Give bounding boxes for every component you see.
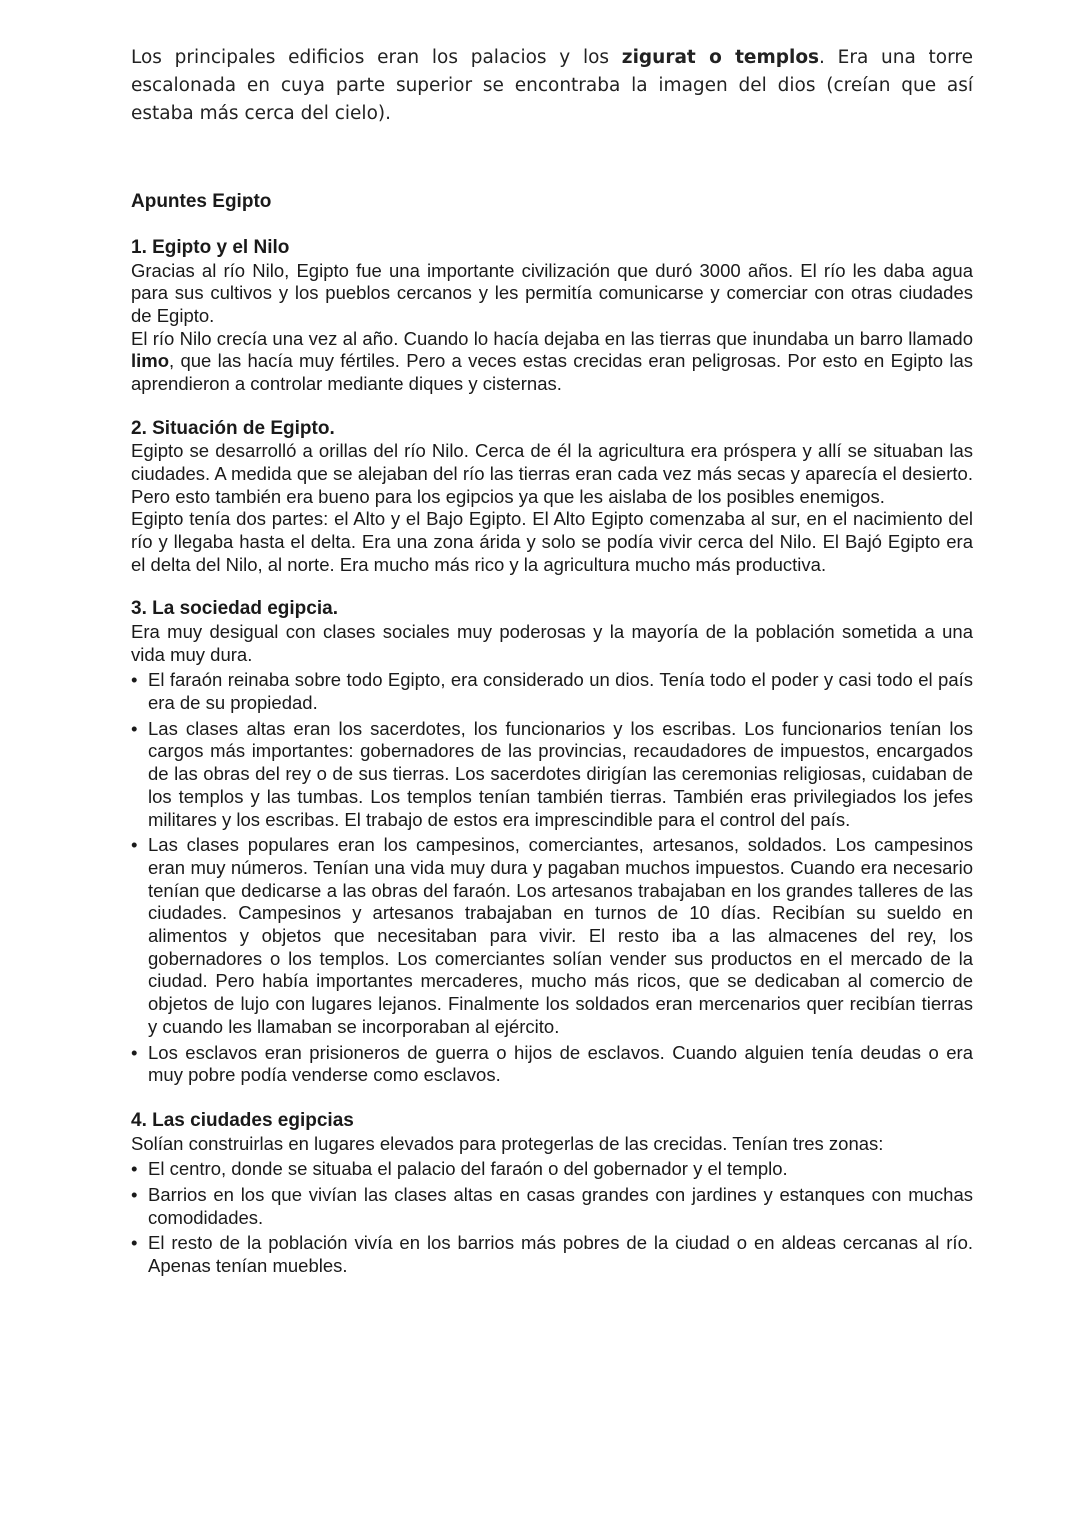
list-item xyxy=(131,718,973,832)
bullet-icon: • xyxy=(131,1158,138,1180)
list-item xyxy=(131,1158,973,1181)
list-item xyxy=(131,669,973,714)
section-3-bullet-list xyxy=(131,669,973,1087)
bullet-icon: • xyxy=(131,669,138,691)
list-item-text: El faraón reinaba sobre todo Egipto, era considerado un dios. Tenía todo el poder y casi todo el país era de su propiedad. xyxy=(148,669,973,714)
list-item-text: Las clases populares eran los campesinos, comerciantes, artesanos, soldados. Los campesinos eran muy números. Tenían una vida muy dura y pagaban muchos impuestos. Cuando era necesario tenían que dedicarse a las obras del faraón. Los artesanos trabajaban en los grandes talleres de las ciudades. Campesinos y artesanos trabajaban en turnos de 10 días. Recibían su sueldo en alimentos y objetos que necesitaban para vivir. El resto iba a las almacenes del rey, los gobernadores o los templos. Los comerciantes solían vender sus productos en el mercado de la ciudad. Pero había importantes mercaderes, mucho más ricos, que se dedicaban al comercio de objetos de lujo con lugares lejanos. Finalmente los soldados eran mercenarios quer recibían tierras y cuando les llamaban se incorporaban al ejército. xyxy=(148,834,973,1037)
list-item xyxy=(131,1232,973,1277)
section-1-p2-end: , que las hacía muy fértiles. Pero a veces estas crecidas eran peligrosas. Por esto en Egipto las aprendieron a controlar mediante diques y cisternas. xyxy=(131,350,973,395)
section-ciudades xyxy=(131,1110,973,1278)
section-3-paragraph-1: Era muy desigual con clases sociales muy poderosas y la mayoría de la población sometida a una vida muy dura. xyxy=(131,620,973,665)
list-item xyxy=(131,1042,973,1087)
intro-paragraph xyxy=(131,44,973,128)
intro-text-end: . Era una torre escalonada en cuya parte superior se encontraba la imagen del dios (creían que así estaba más cerca del cielo). xyxy=(131,47,973,124)
intro-bold-term: zigurat o templos xyxy=(621,47,820,68)
limo-bold-term: limo xyxy=(131,350,170,372)
list-item-text: Barrios en los que vivían las clases altas en casas grandes con jardines y estanques con muchas comodidades. xyxy=(148,1183,973,1228)
bullet-icon: • xyxy=(131,717,138,739)
list-item-text: El resto de la población vivía en los barrios más pobres de la ciudad o en aldeas cercanas al río. Apenas tenían muebles. xyxy=(148,1232,973,1277)
bullet-icon: • xyxy=(131,834,138,856)
bullet-icon: • xyxy=(131,1183,138,1205)
section-2-paragraph-1: Egipto se desarrolló a orillas del río Nilo. Cerca de él la agricultura era próspera y allí se situaban las ciudades. A medida que se alejaban del río las tierras eran cada vez más secas y aparecía el desierto. Pero esto también era bueno para los egipcios ya que les aislaba de los posibles enemigos. xyxy=(131,440,973,507)
list-item-text: Los esclavos eran prisioneros de guerra o hijos de esclavos. Cuando alguien tenía deudas o era muy pobre podía venderse como esclavos. xyxy=(148,1041,973,1086)
document-title: Apuntes Egipto xyxy=(131,191,272,212)
bullet-icon: • xyxy=(131,1232,138,1254)
section-4-bullet-list xyxy=(131,1158,973,1278)
list-item-text: Las clases altas eran los sacerdotes, los funcionarios y los escribas. Los funcionarios tenían los cargos más importantes: gobernadores de las provincias, recaudadores de impuestos, encargados de las obras del rey o de sus tierras. Los sacerdotes dirigían las ceremonias religiosas, cuidaban de los templos y las tumbas. Los templos tenían también tierras. También eras privilegiados los jefes militares y los escribas. El trabajo de estos era imprescindible para el control del país. xyxy=(148,717,973,830)
section-egipto-nilo xyxy=(131,237,973,396)
bullet-icon: • xyxy=(131,1041,138,1063)
section-1-title: 1. Egipto y el Nilo xyxy=(131,237,290,258)
list-item xyxy=(131,1184,973,1229)
section-situacion xyxy=(131,418,973,577)
section-4-title: 4. Las ciudades egipcias xyxy=(131,1110,354,1131)
section-3-title: 3. La sociedad egipcia. xyxy=(131,598,338,620)
section-1-paragraph-2 xyxy=(131,328,973,396)
section-1-p2-start: El río Nilo crecía una vez al año. Cuando lo hacía dejaba en las tierras que inundaba un barro llamado xyxy=(131,327,973,349)
section-1-paragraph-1: Gracias al río Nilo, Egipto fue una importante civilización que duró 3000 años. El río les daba agua para sus cultivos y los pueblos cercanos y les permitía comunicarse y comerciar con otras ciudades de Egipto. xyxy=(131,259,973,326)
list-item xyxy=(131,834,973,1038)
section-2-title: 2. Situación de Egipto. xyxy=(131,417,335,439)
intro-text-start: Los principales edificios eran los palacios y los xyxy=(131,47,622,68)
section-2-paragraph-2: Egipto tenía dos partes: el Alto y el Bajo Egipto. El Alto Egipto comenzaba al sur, en el nacimiento del río y llegaba hasta el delta. Era una zona árida y solo se podía vivir cerca del Nilo. El Bajó Egipto era el delta del Nilo, al norte. Era mucho más rico y la agricultura mucho más productiva. xyxy=(131,508,973,575)
section-sociedad xyxy=(131,598,973,1087)
section-4-paragraph-1: Solían construirlas en lugares elevados para protegerlas de las crecidas. Tenían tres zonas: xyxy=(131,1132,884,1154)
document-page xyxy=(131,44,973,1281)
list-item-text: El centro, donde se situaba el palacio del faraón o del gobernador y el templo. xyxy=(148,1158,788,1180)
